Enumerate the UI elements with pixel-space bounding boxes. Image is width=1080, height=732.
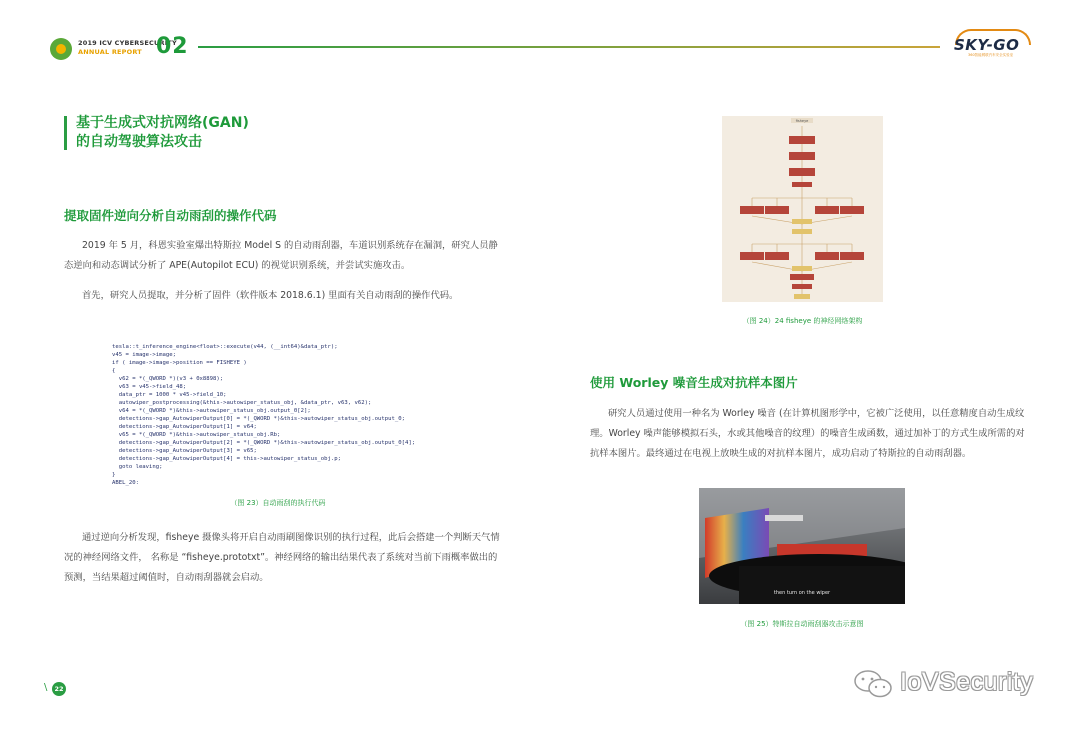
paragraph-intro: 2019 年 5 月，科恩实验室爆出特斯拉 Model S 的自动雨刮器，车道识别系统存在漏洞，研究人员静态逆向和动态调试分析了 APE(Autopilot ECU) 的视觉识别系统，并尝试实施攻击。 bbox=[64, 240, 498, 271]
section-heading-firmware: 提取固件逆向分析自动雨刮的操作代码 bbox=[64, 208, 277, 223]
code-line: v64 = *(_QWORD *)&this->autowiper_status_obj.output_0[2]; bbox=[112, 408, 311, 414]
photo-subtitle: then turn on the wiper bbox=[773, 590, 831, 596]
code-line: ABEL_20: bbox=[112, 480, 139, 486]
report-title-line1: 2019 ICV CYBERSECURITY bbox=[78, 39, 177, 47]
report-title-line2: ANNUAL REPORT bbox=[78, 48, 142, 56]
paragraph-reverse-analysis: 通过逆向分析发现，fisheye 摄像头将开启自动雨刷图像识别的执行过程，此后会搭建一个判断天气情况的神经网络文件， 名称是 “fisheye.prototxt”。神经网络的输出结果代表了系统对当前下雨概率做出的预测，当结果超过阈值时，自动雨刮器就会启动。 bbox=[64, 532, 500, 583]
paragraph-worley: 研究人员通过使用一种名为 Worley 噪音 (在计算机图形学中，它被广泛使用，以任意精度自动生成纹理。Worley 噪声能够模拟石头，水或其他噪音的纹理）的噪音生成函数，通过加补丁的方式生成所需的对抗样本图片。最终通过在电视上放映生成的对抗样本图片，成功启动了特斯拉的自动雨刮器。 bbox=[590, 408, 1025, 459]
code-line: detections->gap_AutowiperOutput[3] = v65; bbox=[112, 448, 257, 454]
page-title-line2: 的自动驾驶算法攻击 bbox=[76, 134, 202, 150]
code-line: v65 = *(_QWORD *)&this->autowiper_status_obj.Rb; bbox=[112, 432, 281, 438]
brand-subtitle: 360智能网联汽车安全实验室 bbox=[968, 53, 1014, 57]
page-title-line1: 基于生成式对抗网络(GAN) bbox=[76, 115, 249, 131]
title-accent-bar bbox=[64, 116, 67, 150]
page-slash-mark: \ bbox=[44, 682, 48, 693]
tesla-attack-photo bbox=[699, 488, 905, 604]
section-heading-worley: 使用 Worley 噪音生成对抗样本图片 bbox=[590, 375, 798, 390]
code-line: data_ptr = 1000 * v45->field_10; bbox=[112, 392, 227, 398]
code-line: detections->gap_AutowiperOutput[4] = this->autowiper_status_obj.p; bbox=[112, 456, 342, 462]
code-line: v45 = image->image; bbox=[112, 352, 176, 358]
code-line: autowiper_postprocessing(&this->autowiper_status_obj, &data_ptr, v63, v62); bbox=[112, 400, 372, 406]
page-title bbox=[76, 114, 249, 152]
chapter-number: 02 bbox=[156, 34, 189, 59]
code-figure bbox=[112, 343, 444, 489]
code-line: if ( image->image->position == FISHEYE ) bbox=[112, 360, 247, 366]
network-architecture-graphic bbox=[722, 116, 883, 302]
figure-caption-24: （图 24）24 fisheye 的神经网络架构 bbox=[742, 317, 863, 325]
photo-graphic bbox=[699, 488, 905, 604]
code-line: v63 = v45->field_48; bbox=[112, 384, 187, 390]
figure-caption-23: （图 23）自动雨刮的执行代码 bbox=[230, 499, 326, 507]
figure-caption-25: （图 25）特斯拉自动雨刮器攻击示意图 bbox=[740, 620, 864, 628]
neural-network-diagram bbox=[722, 116, 883, 302]
brand-logo: SKY-GO bbox=[954, 36, 1020, 54]
code-line: } bbox=[112, 472, 116, 478]
code-line: { bbox=[112, 368, 116, 374]
input-node-label: fisheye bbox=[795, 119, 809, 123]
header-divider bbox=[198, 46, 940, 48]
code-line: v62 = *(_QWORD *)(v3 + 0x8898); bbox=[112, 376, 224, 382]
code-line: detections->gap_AutowiperOutput[1] = v64; bbox=[112, 424, 257, 430]
code-line: detections->gap_AutowiperOutput[0] = *(_QWORD *)&this->autowiper_status_obj.output_0; bbox=[112, 416, 405, 422]
code-line: detections->gap_AutowiperOutput[2] = *(_QWORD *)&this->autowiper_status_obj.output_0[4]; bbox=[112, 440, 416, 446]
watermark-text: IoVSecurity bbox=[900, 668, 1034, 696]
wechat-watermark-icon bbox=[852, 668, 896, 700]
page-number: 22 bbox=[52, 682, 66, 696]
paragraph-extract: 首先，研究人员提取，并分析了固件（软件版本 2018.6.1) 里面有关自动雨刮的操作代码。 bbox=[82, 290, 459, 301]
code-line: goto leaving; bbox=[112, 464, 163, 470]
report-logo-icon bbox=[50, 38, 72, 60]
code-line: tesla::t_inference_engine<float>::execute(v44, (__int64)&data_ptr); bbox=[112, 344, 338, 350]
